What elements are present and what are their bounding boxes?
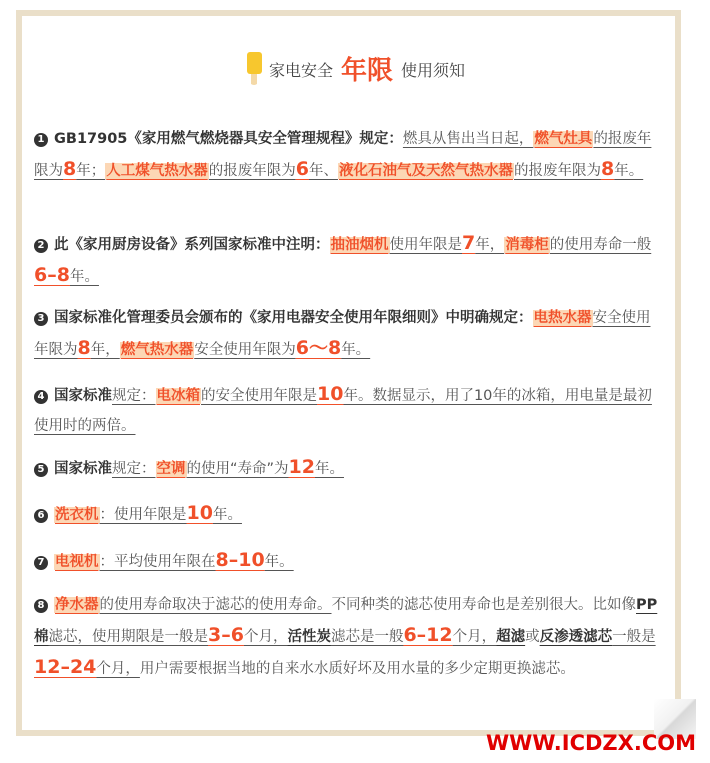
text-segment: 7 — [462, 232, 476, 254]
text-segment: 6～8 — [295, 337, 342, 359]
text-segment: 年。 — [314, 461, 344, 477]
text-segment: 净水器 — [55, 597, 99, 613]
text-segment: 的使用“寿命”为 — [186, 461, 289, 477]
text-segment: 年限 — [340, 56, 393, 86]
list-item — [34, 498, 660, 530]
text-segment: 超滤 — [496, 629, 526, 645]
text-segment: 个月， — [243, 629, 288, 645]
text-segment: 国家标准 — [54, 461, 112, 477]
text-segment: 8–10 — [215, 549, 265, 571]
text-segment: 燃气热水器 — [120, 342, 194, 358]
number-badge: 4 — [34, 390, 48, 404]
text-segment: 6–12 — [403, 624, 453, 646]
text-segment: 反渗透滤芯 — [539, 629, 613, 645]
number-badge: 7 — [34, 556, 48, 570]
text-segment: 年； — [76, 163, 106, 179]
list-item — [34, 124, 660, 186]
text-segment: 活性炭 — [287, 629, 331, 645]
text-segment: 电冰箱 — [156, 388, 200, 404]
text-segment: 人工煤气热水器 — [106, 163, 208, 179]
list-item — [34, 452, 660, 484]
text-segment: PP棉 — [34, 597, 658, 645]
text-segment: 家电安全 — [268, 61, 333, 80]
text-segment: 6 — [295, 158, 309, 180]
number-badge: 2 — [34, 239, 48, 253]
text-segment: 燃气灶具 — [534, 131, 593, 147]
list-item — [34, 379, 660, 441]
text-segment: 此《家用厨房设备》系列国家标准中注明： — [54, 237, 330, 253]
text-segment: 12–24 — [34, 656, 97, 678]
number-badge: 6 — [34, 509, 48, 523]
text-segment: 洗衣机 — [55, 507, 99, 523]
text-segment: 或 — [525, 629, 540, 645]
text-segment: 的使用寿命一般 — [549, 237, 652, 253]
text-segment: ：使用年限是 — [99, 507, 187, 523]
text-segment: 安全使用年限为 — [34, 310, 651, 358]
text-segment: 滤芯是一般 — [330, 629, 404, 645]
number-badge: 3 — [34, 312, 48, 326]
text-segment: 安全使用年限为 — [194, 342, 296, 358]
list-item — [34, 590, 660, 684]
text-segment: 8 — [600, 158, 615, 180]
text-segment: 年。数据显示，用了10年的冰箱，用电量是最初使用时的两倍。 — [34, 388, 652, 434]
text-segment: 年。 — [614, 163, 644, 179]
number-badge: 5 — [34, 463, 48, 477]
text-segment: GB17905《家用燃气燃烧器具安全管理规程》规定： — [54, 131, 403, 147]
text-segment: 6–8 — [34, 264, 70, 286]
text-segment: 使用年限是 — [389, 237, 462, 253]
text-segment: 8 — [77, 337, 91, 359]
list-item — [34, 303, 660, 365]
text-segment: 规定： — [112, 461, 156, 477]
text-segment: 燃具从售出当日起， — [402, 131, 534, 147]
text-segment: 使用须知 — [401, 61, 466, 80]
text-segment: 电视机 — [55, 554, 99, 570]
text-segment: 年。 — [212, 507, 242, 523]
text-segment: 的报废年限为 — [34, 131, 652, 179]
text-segment: 的报废年限为 — [513, 163, 601, 179]
text-segment: 的安全使用年限是 — [201, 388, 317, 404]
list-item — [34, 545, 660, 577]
number-badge: 1 — [34, 133, 48, 147]
text-segment: 抽油烟机 — [330, 237, 389, 253]
text-segment: 滤芯，使用期限是一般是 — [48, 629, 208, 645]
text-segment: 个月， — [452, 629, 497, 645]
text-segment: 空调 — [156, 461, 186, 477]
list-item — [34, 228, 660, 292]
text-segment: 规定： — [112, 388, 156, 404]
number-badge: 8 — [34, 599, 48, 613]
text-segment: 3–6 — [208, 624, 244, 646]
text-segment: 年。 — [264, 554, 294, 570]
text-segment: 国家标准化管理委员会颁布的《家用电器安全使用年限细则》中明确规定： — [54, 310, 533, 326]
text-segment: 10 — [317, 383, 344, 405]
pointing-hand-icon — [245, 50, 265, 86]
text-segment: 一般是 — [612, 629, 656, 645]
text-segment: 年、 — [308, 163, 338, 179]
text-segment: 液化石油气及天然气热水器 — [338, 163, 513, 179]
watermark: WWW.ICDZX.COM — [486, 731, 696, 755]
text-segment: 用户需要根据当地的自来水水质好坏及用水量的多少定期更换滤芯。 — [139, 661, 575, 677]
text-segment: ：平均使用年限在 — [99, 554, 216, 570]
text-segment: 国家标准 — [54, 388, 112, 404]
text-segment: 的报废年限为 — [208, 163, 296, 179]
text-segment: 10 — [186, 502, 213, 524]
text-segment: 个月， — [96, 661, 140, 677]
text-segment: 年， — [90, 342, 120, 358]
text-segment: 年。 — [341, 342, 371, 358]
text-segment: 消毒柜 — [505, 237, 549, 253]
text-segment: 年。 — [69, 269, 99, 285]
text-segment: 年， — [475, 237, 505, 253]
page-title — [0, 50, 710, 87]
text-segment: 12 — [288, 456, 315, 478]
text-segment: 的使用寿命取决于滤芯的使用寿命。 — [99, 597, 332, 613]
text-segment: 不同种类的滤芯使用寿命也是差别很大。比如像 — [331, 597, 636, 613]
text-segment: 电热水器 — [533, 310, 592, 326]
text-segment: 8 — [63, 158, 77, 180]
